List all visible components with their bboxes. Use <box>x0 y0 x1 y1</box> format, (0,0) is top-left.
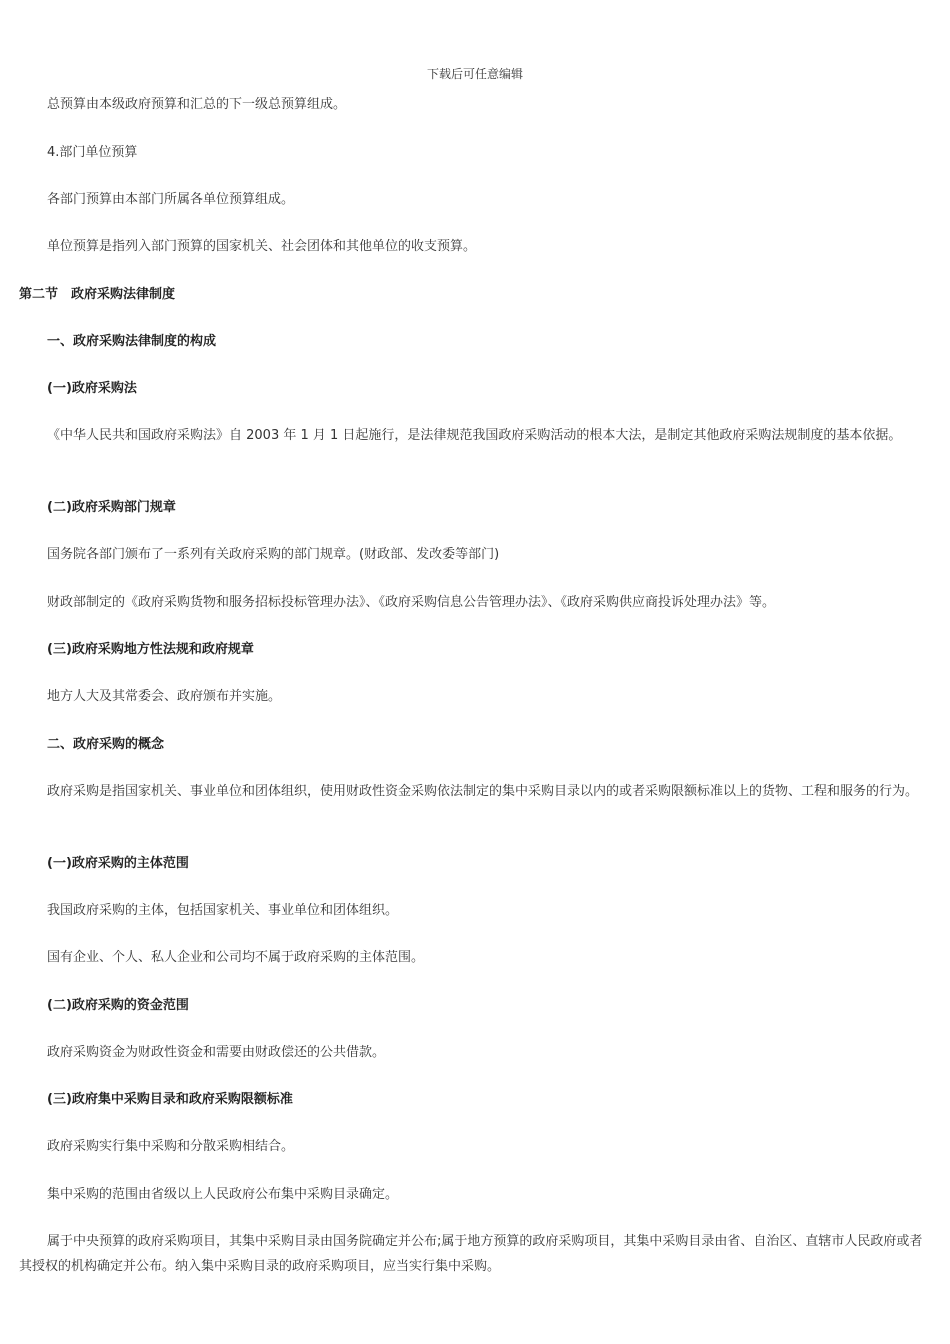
heading: 二、政府采购的概念 <box>47 737 165 752</box>
paragraph: 地方人大及其常委会、政府颁布并实施。 <box>47 689 282 704</box>
paragraph: 属于中央预算的政府采购项目，其集中采购目录由国务院确定并公布;属于地方预算的政府采购项目，其集中采购目录由省、自治区、直辖市人民政府或者其授权的机构确定并公布。纳入集中采购目录的政府采购项目，应当实行集中采购。 <box>19 1234 923 1274</box>
paragraph: 国有企业、个人、私人企业和公司均不属于政府采购的主体范围。 <box>47 950 425 965</box>
section-heading: 第二节 政府采购法律制度 <box>19 287 176 302</box>
subheading: (二)政府采购的资金范围 <box>47 998 189 1013</box>
paragraph: 单位预算是指列入部门预算的国家机关、社会团体和其他单位的收支预算。 <box>47 239 477 254</box>
paragraph: 《中华人民共和国政府采购法》自 2003 年 1 月 1 日起施行，是法律规范我国政府采购活动的根本大法，是制定其他政府采购法规制度的基本依据。 <box>47 428 902 443</box>
subheading: 4.部门单位预算 <box>47 145 138 160</box>
subheading: (二)政府采购部门规章 <box>47 500 176 515</box>
paragraph: 各部门预算由本部门所属各单位预算组成。 <box>47 192 295 207</box>
paragraph: 政府采购是指国家机关、事业单位和团体组织，使用财政性资金采购依法制定的集中采购目录以内的或者采购限额标准以上的货物、工程和服务的行为。 <box>47 784 919 799</box>
page-header: 下载后可任意编辑 <box>426 67 523 81</box>
subheading: (三)政府采购地方性法规和政府规章 <box>47 642 254 657</box>
paragraph: 集中采购的范围由省级以上人民政府公布集中采购目录确定。 <box>47 1187 399 1202</box>
paragraph: 总预算由本级政府预算和汇总的下一级总预算组成。 <box>47 97 347 112</box>
paragraph: 国务院各部门颁布了一系列有关政府采购的部门规章。(财政部、发改委等部门) <box>47 547 500 562</box>
subheading: (一)政府采购法 <box>47 381 137 396</box>
paragraph: 我国政府采购的主体，包括国家机关、事业单位和团体组织。 <box>47 903 399 918</box>
heading: 一、政府采购法律制度的构成 <box>47 334 217 349</box>
subheading: (一)政府采购的主体范围 <box>47 856 189 871</box>
paragraph: 政府采购实行集中采购和分散采购相结合。 <box>47 1139 295 1154</box>
paragraph: 政府采购资金为财政性资金和需要由财政偿还的公共借款。 <box>47 1045 386 1060</box>
subheading: (三)政府集中采购目录和政府采购限额标准 <box>47 1092 293 1107</box>
paragraph: 财政部制定的《政府采购货物和服务招标投标管理办法》、《政府采购信息公告管理办法》、《政府采购供应商投诉处理办法》等。 <box>47 595 776 610</box>
